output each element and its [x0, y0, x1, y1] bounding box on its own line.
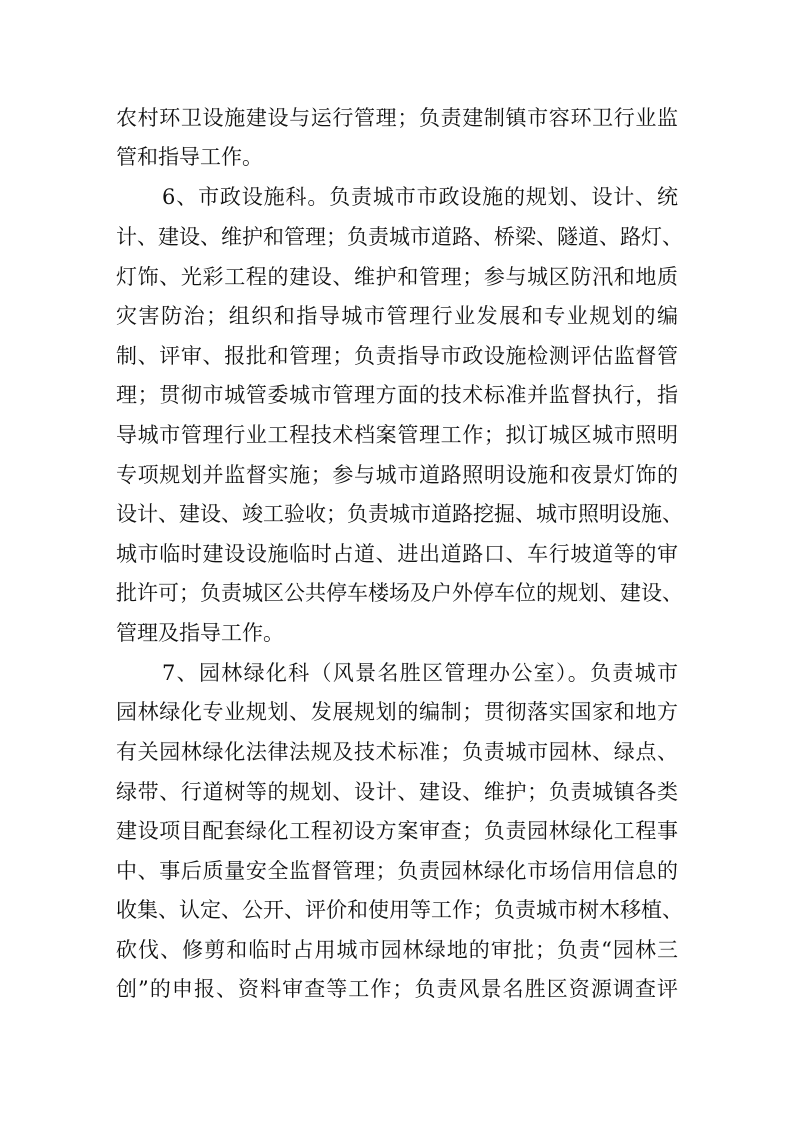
text-line: 理；贯彻市城管委城市管理方面的技术标准并监督执行，指	[116, 383, 678, 407]
text-line: 砍伐、修剪和临时占用城市园林绿地的审批；负责“园林三	[116, 938, 678, 962]
text-line: 批许可；负责城区公共停车楼场及户外停车位的规划、建设、	[116, 581, 683, 605]
text-line: 农村环卫设施建设与运行管理；负责建制镇市容环卫行业监	[116, 106, 678, 130]
text-line: 城市临时建设设施临时占道、进出道路口、车行坡道等的审	[116, 542, 678, 566]
text-line: 中、事后质量安全监督管理；负责园林绿化市场信用信息的	[116, 859, 678, 883]
text-line: 灯饰、光彩工程的建设、维护和管理；参与城区防汛和地质	[116, 265, 678, 289]
text-line: 有关园林绿化法律法规及技术标准；负责城市园林、绿点、	[116, 740, 678, 764]
text-line: 管和指导工作。	[116, 145, 263, 169]
text-line: 专项规划并监督实施；参与城市道路照明设施和夜景灯饰的	[116, 463, 678, 487]
paragraph-heading-line: 7、园林绿化科（风景名胜区管理办公室）。负责城市	[162, 661, 678, 685]
text-line: 收集、认定、公开、评价和使用等工作；负责城市树木移植、	[116, 898, 683, 922]
text-line: 制、评审、报批和管理；负责指导市政设施检测评估监督管	[116, 344, 678, 368]
text-line: 管理及指导工作。	[116, 621, 284, 645]
text-line: 绿带、行道树等的规划、设计、建设、维护；负责城镇各类	[116, 780, 678, 804]
text-line: 设计、建设、竣工验收；负责城市道路挖掘、城市照明设施、	[116, 502, 683, 526]
text-line: 建设项目配套绿化工程初设方案审查；负责园林绿化工程事	[116, 819, 678, 843]
text-line: 灾害防治；组织和指导城市管理行业发展和专业规划的编	[116, 304, 678, 328]
paragraph-heading-line: 6、市政设施科。负责城市市政设施的规划、设计、统	[162, 185, 678, 209]
text-line: 计、建设、维护和管理；负责城市道路、桥梁、隧道、路灯、	[116, 225, 683, 249]
text-line: 创”的申报、资料审查等工作；负责风景名胜区资源调查评	[116, 977, 678, 1001]
text-line: 导城市管理行业工程技术档案管理工作；拟订城区城市照明	[116, 423, 678, 447]
text-line: 园林绿化专业规划、发展规划的编制；贯彻落实国家和地方	[116, 700, 678, 724]
